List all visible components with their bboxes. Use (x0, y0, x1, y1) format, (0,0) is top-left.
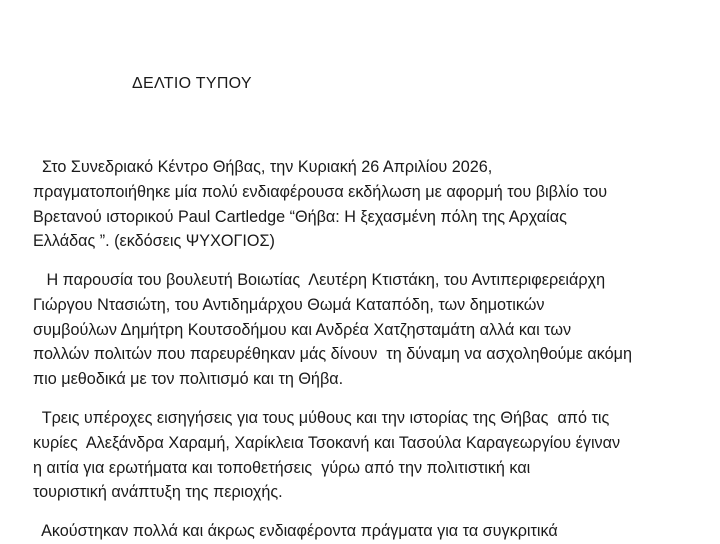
paragraph-event (33, 155, 703, 254)
text-line: πιο μεθοδικά με τον πολιτισμό και τη Θήβα. (33, 370, 344, 389)
text-line: πραγματοποιήθηκε μία πολύ ενδιαφέρουσα εκδήλωση με αφορμή του βιβλίο του (33, 182, 608, 201)
paragraph-attendees (33, 268, 703, 392)
text-line: πολλών πολιτών που παρευρέθηκαν μάς δίνουν τη δύναμη να ασχοληθούμε ακόμη (33, 345, 632, 364)
text-line: Στο Συνεδριακό Κέντρο Θήβας, την Κυριακή 26 Απριλίου 2026, (33, 158, 493, 176)
text-line: Γιώργου Ντασιώτη, του Αντιδημάρχου Θωμά Καταπόδη, των δημοτικών (33, 295, 545, 314)
text-line: Ελλάδας ”. (εκδόσεις ΨΥΧΟΓΙΟΣ) (33, 232, 275, 251)
paragraph-speakers (33, 406, 703, 505)
text-line: Τρεις υπέροχες εισηγήσεις για τους μύθους και την ιστορίας της Θήβας από τις (33, 409, 610, 427)
document-title: ΔΕΛΤΙΟ ΤΥΠΟΥ (132, 75, 252, 92)
text-line: συμβούλων Δημήτρη Κουτσοδήμου και Ανδρέα Χατζησταμάτη αλλά και των (33, 320, 572, 339)
text-line: η αιτία για ερωτήματα και τοποθετήσεις γύρω από την πολιτιστική και (33, 458, 531, 477)
text-line: Η παρουσία του βουλευτή Βοιωτίας Λευτέρη Κτιστάκη, του Αντιπεριφερειάρχη (33, 271, 606, 289)
text-line: τουριστική ανάπτυξη της περιοχής. (33, 483, 283, 502)
paragraph-closing (33, 519, 703, 544)
text-line: Ακούστηκαν πολλά και άκρως ενδιαφέροντα πράγματα για τα συγκριτικά (33, 522, 558, 540)
text-line: κυρίες Αλεξάνδρα Χαραμή, Χαρίκλεια Τσοκανή και Τασούλα Καραγεωργίου έγιναν (33, 433, 621, 452)
text-line: Βρετανού ιστορικού Paul Cartledge “Θήβα: Η ξεχασμένη πόλη της Αρχαίας (33, 207, 567, 226)
